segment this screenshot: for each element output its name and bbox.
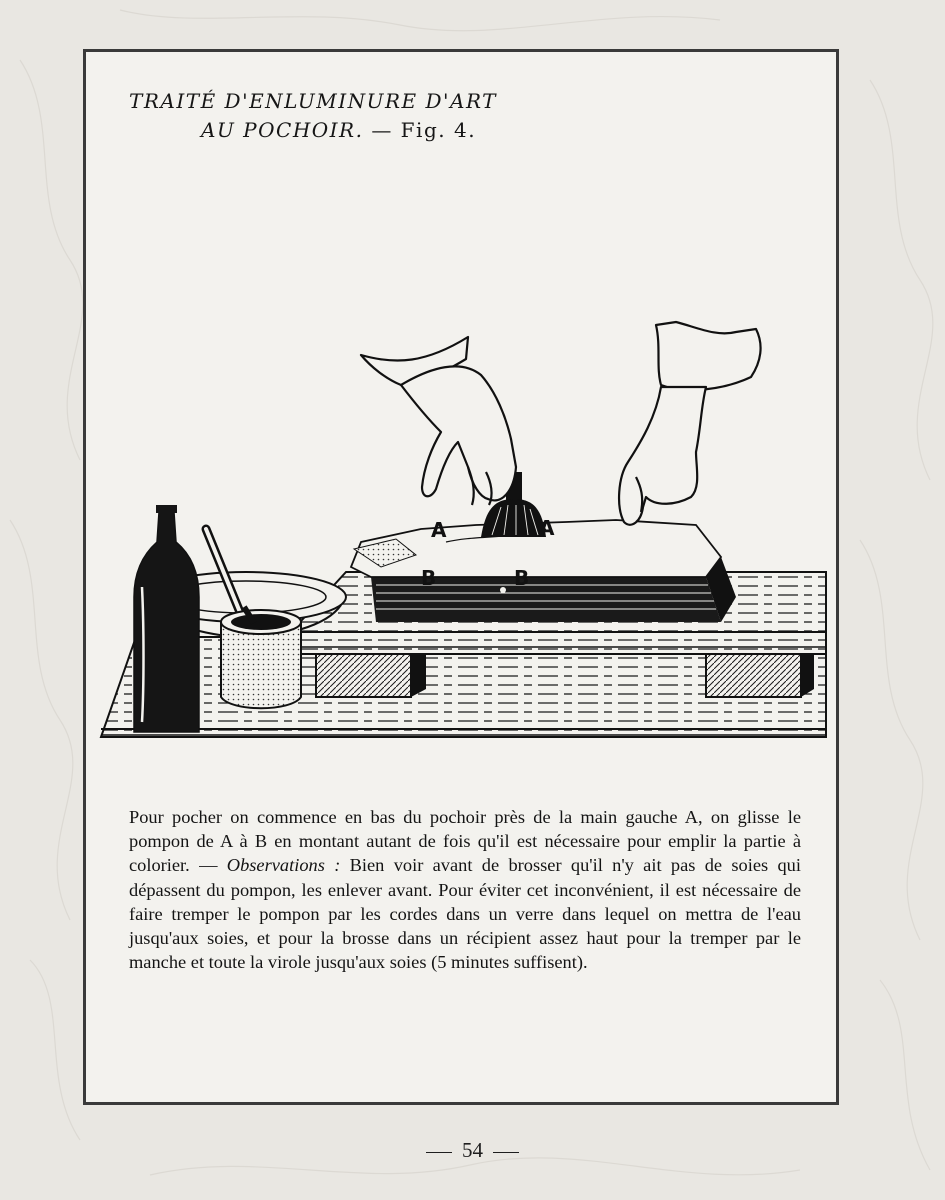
label-b-right: B <box>514 566 530 590</box>
title-line-2-italic: AU POCHOIR. <box>201 118 364 142</box>
caption-observations: Observations : <box>226 855 341 876</box>
right-dash <box>493 1152 519 1153</box>
page-number: 54 <box>462 1138 483 1162</box>
label-a-left: A <box>431 518 447 542</box>
bottle <box>134 505 199 732</box>
page-frame <box>83 49 839 1105</box>
caption-part-1: Pour pocher on commence en bas du pochoir près de la main gauche A, on glisse le pompon de A à B en montant autant de fois qu'il est nécessaire pour emplir la partie à colorier. — <box>129 807 801 876</box>
label-a-right: A <box>539 516 555 540</box>
left-dash <box>426 1152 452 1153</box>
caption-part-2: Bien voir avant de brosser qu'il n'y ait pas de soies qui dépassent du pompon, les enlever avant. Pour éviter cet inconvénient, il est nécessaire de faire tremper le pompon par les cordes dans un verre dans lequel on mettra de l'eau jusqu'aux soies, et pour la brosse dans un récipient assez haut pour la tremper par le manche et toute la virole jusqu'aux soies (5 minutes suffisent). <box>129 855 801 973</box>
label-b-left: B <box>421 566 437 590</box>
figure-caption <box>129 805 801 974</box>
title-line-2 <box>129 116 497 145</box>
left-hand <box>361 337 516 505</box>
title-line-2-rest: — Fig. 4. <box>363 118 477 142</box>
page-number-line <box>0 1138 945 1163</box>
stenciling-illustration <box>96 267 832 747</box>
figure-title <box>129 87 497 145</box>
right-hand <box>619 322 761 525</box>
title-line-1: TRAITÉ D'ENLUMINURE D'ART <box>129 89 497 113</box>
